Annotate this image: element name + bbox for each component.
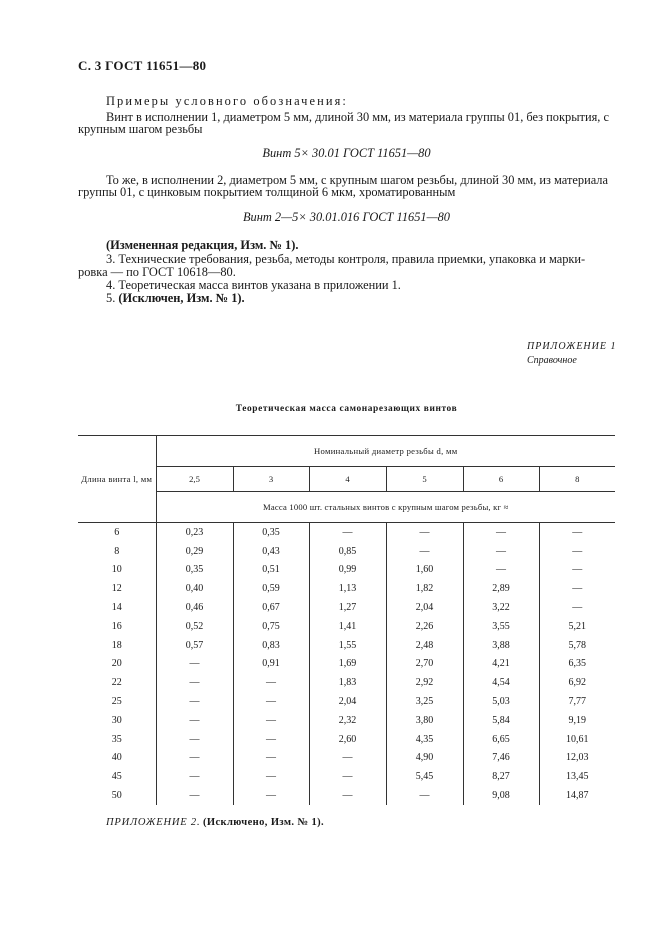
diameter-value: 5 [386, 467, 463, 492]
length-cell: 6 [114, 526, 120, 538]
appendix-1-title: ПРИЛОЖЕНИЕ 1 [527, 341, 617, 352]
mass-cell: 6,35 [539, 655, 615, 674]
table-row [78, 673, 615, 692]
diameter-value: 2,5 [156, 467, 233, 492]
mass-cell: — [539, 598, 615, 617]
mass-cell: 0,99 [309, 561, 386, 580]
mass-cell: 0,43 [233, 542, 309, 561]
table-row [78, 749, 615, 768]
table-row [78, 598, 615, 617]
mass-cell: 13,45 [539, 767, 615, 786]
mass-cell: 0,52 [156, 617, 233, 636]
mass-cell: — [233, 749, 309, 768]
mass-cell: — [233, 711, 309, 730]
table-row [78, 561, 615, 580]
appendix-2-label: ПРИЛОЖЕНИЕ 2. [106, 817, 201, 828]
mass-cell: 0,91 [233, 655, 309, 674]
mass-cell: 9,08 [463, 786, 539, 805]
mass-cell: 0,29 [156, 542, 233, 561]
mass-cell: — [463, 561, 539, 580]
examples-heading: Примеры условного обозначения: [106, 94, 348, 108]
mass-cell: — [463, 523, 539, 542]
mass-cell: 3,55 [463, 617, 539, 636]
mass-cell: 2,48 [386, 636, 463, 655]
item-4: 4. Теоретическая масса винтов указана в приложении 1. [106, 278, 401, 292]
appendix-2-status: (Исключено, Изм. № 1). [203, 817, 325, 828]
length-cell: 14 [111, 602, 122, 614]
mass-cell: 5,84 [463, 711, 539, 730]
mass-cell: — [233, 692, 309, 711]
length-cell: 35 [111, 733, 122, 745]
mass-cell: 1,60 [386, 561, 463, 580]
length-cell: 20 [111, 658, 122, 670]
mass-cell: 1,69 [309, 655, 386, 674]
mass-cell: 0,75 [233, 617, 309, 636]
mass-header: Масса 1000 шт. стальных винтов с крупным шагом резьбы, кг ≈ [156, 492, 615, 523]
item-3-line-1: 3. Технические требования, резьба, методы контроля, правила приемки, упаковка и марки- [106, 252, 586, 266]
mass-cell: — [539, 542, 615, 561]
mass-cell: — [156, 692, 233, 711]
diameter-value: 8 [539, 467, 615, 492]
mass-cell: 9,19 [539, 711, 615, 730]
mass-cell: 0,83 [233, 636, 309, 655]
mass-cell: 2,92 [386, 673, 463, 692]
length-cell: 30 [111, 714, 122, 726]
mass-cell: — [309, 767, 386, 786]
length-column-header: Длина винта l, мм [78, 436, 156, 523]
mass-cell: 1,82 [386, 579, 463, 598]
length-cell: 25 [111, 696, 122, 708]
mass-cell: — [386, 786, 463, 805]
item-5-text: (Исключен, Изм. № 1). [118, 291, 245, 305]
mass-cell: — [233, 767, 309, 786]
length-cell: 16 [111, 620, 122, 632]
mass-cell: 1,41 [309, 617, 386, 636]
mass-cell: 4,90 [386, 749, 463, 768]
mass-cell: 1,83 [309, 673, 386, 692]
item-5-number: 5. [106, 291, 116, 305]
mass-cell: — [386, 542, 463, 561]
example-1-text: Винт в исполнении 1, диаметром 5 мм, длиной 30 мм, из материала группы 01, без покрытия, с [106, 110, 609, 124]
table-row [78, 617, 615, 636]
mass-cell: — [309, 749, 386, 768]
table-row [78, 730, 615, 749]
mass-cell: — [309, 523, 386, 542]
mass-cell: 2,04 [309, 692, 386, 711]
item-5 [106, 290, 245, 307]
mass-cell: 1,27 [309, 598, 386, 617]
mass-cell: 2,60 [309, 730, 386, 749]
mass-cell: — [156, 730, 233, 749]
table-row [78, 636, 615, 655]
mass-cell: — [156, 786, 233, 805]
mass-cell: 6,92 [539, 673, 615, 692]
mass-cell: — [233, 786, 309, 805]
table-row [78, 692, 615, 711]
mass-cell: — [156, 767, 233, 786]
mass-cell: 0,51 [233, 561, 309, 580]
table-caption: Теоретическая масса самонарезающих винтов [235, 404, 458, 414]
mass-cell: 7,46 [463, 749, 539, 768]
mass-cell: 2,32 [309, 711, 386, 730]
mass-cell: — [539, 579, 615, 598]
edition-note: (Измененная редакция, Изм. № 1). [106, 238, 299, 252]
mass-cell: 7,77 [539, 692, 615, 711]
page-header: С. 3 ГОСТ 11651—80 [78, 58, 207, 73]
mass-cell: 0,46 [156, 598, 233, 617]
length-cell: 50 [111, 790, 122, 802]
mass-cell: 1,55 [309, 636, 386, 655]
mass-cell: — [156, 711, 233, 730]
length-cell: 40 [111, 752, 122, 764]
mass-cell: — [539, 561, 615, 580]
length-cell: 10 [111, 564, 122, 576]
mass-cell: — [156, 655, 233, 674]
table-row [78, 711, 615, 730]
mass-table-body [78, 523, 615, 805]
example-1-designation: Винт 5× 30.01 ГОСТ 11651—80 [262, 146, 431, 160]
mass-cell: 3,88 [463, 636, 539, 655]
appendix-1-subtitle: Справочное [527, 355, 577, 366]
mass-cell: — [463, 542, 539, 561]
mass-cell: 8,27 [463, 767, 539, 786]
mass-cell: 0,67 [233, 598, 309, 617]
mass-cell: 4,35 [386, 730, 463, 749]
mass-cell: 0,35 [156, 561, 233, 580]
mass-cell: 5,21 [539, 617, 615, 636]
table-row [78, 579, 615, 598]
mass-cell: 1,13 [309, 579, 386, 598]
mass-cell: — [539, 523, 615, 542]
mass-cell: 10,61 [539, 730, 615, 749]
example-2-text-cont: группы 01, с цинковым покрытием толщиной 6 мкм, хроматированным [78, 185, 456, 199]
table-row [78, 767, 615, 786]
mass-cell: — [233, 673, 309, 692]
length-cell: 22 [111, 677, 122, 689]
mass-cell: 0,35 [233, 523, 309, 542]
mass-cell: 12,03 [539, 749, 615, 768]
mass-cell: 3,80 [386, 711, 463, 730]
mass-cell: 6,65 [463, 730, 539, 749]
table-row [78, 655, 615, 674]
mass-cell: 5,45 [386, 767, 463, 786]
mass-cell: — [386, 523, 463, 542]
length-cell: 12 [111, 583, 122, 595]
mass-cell: 2,04 [386, 598, 463, 617]
mass-cell: 4,54 [463, 673, 539, 692]
example-2-designation: Винт 2—5× 30.01.016 ГОСТ 11651—80 [242, 210, 451, 224]
mass-cell: 3,22 [463, 598, 539, 617]
mass-cell: 0,85 [309, 542, 386, 561]
table-row [78, 786, 615, 805]
diameter-value: 3 [233, 467, 309, 492]
mass-cell: 2,26 [386, 617, 463, 636]
mass-cell: 5,03 [463, 692, 539, 711]
mass-cell: — [233, 730, 309, 749]
mass-cell: 4,21 [463, 655, 539, 674]
mass-cell: 2,89 [463, 579, 539, 598]
mass-cell: 0,40 [156, 579, 233, 598]
mass-table [78, 435, 615, 805]
table-row [78, 542, 615, 561]
length-cell: 45 [111, 771, 122, 783]
appendix-2-note [106, 817, 324, 828]
diameter-header: Номинальный диаметр резьбы d, мм [156, 436, 615, 467]
example-1-text-cont: крупным шагом резьбы [78, 122, 203, 136]
mass-cell: 3,25 [386, 692, 463, 711]
item-3-line-2: ровка — по ГОСТ 10618—80. [78, 265, 236, 279]
length-cell: 18 [111, 639, 122, 651]
mass-cell: 0,23 [156, 523, 233, 542]
mass-cell: 0,59 [233, 579, 309, 598]
mass-cell: 5,78 [539, 636, 615, 655]
mass-cell: 0,57 [156, 636, 233, 655]
length-cell: 8 [114, 545, 120, 557]
diameter-values-row [78, 467, 615, 492]
table-row [78, 523, 615, 542]
mass-cell: — [156, 673, 233, 692]
diameter-value: 4 [309, 467, 386, 492]
diameter-value: 6 [463, 467, 539, 492]
mass-cell: — [156, 749, 233, 768]
example-2-text: То же, в исполнении 2, диаметром 5 мм, с крупным шагом резьбы, длиной 30 мм, из материала [106, 173, 608, 187]
mass-cell: 14,87 [539, 786, 615, 805]
mass-cell: — [309, 786, 386, 805]
mass-cell: 2,70 [386, 655, 463, 674]
